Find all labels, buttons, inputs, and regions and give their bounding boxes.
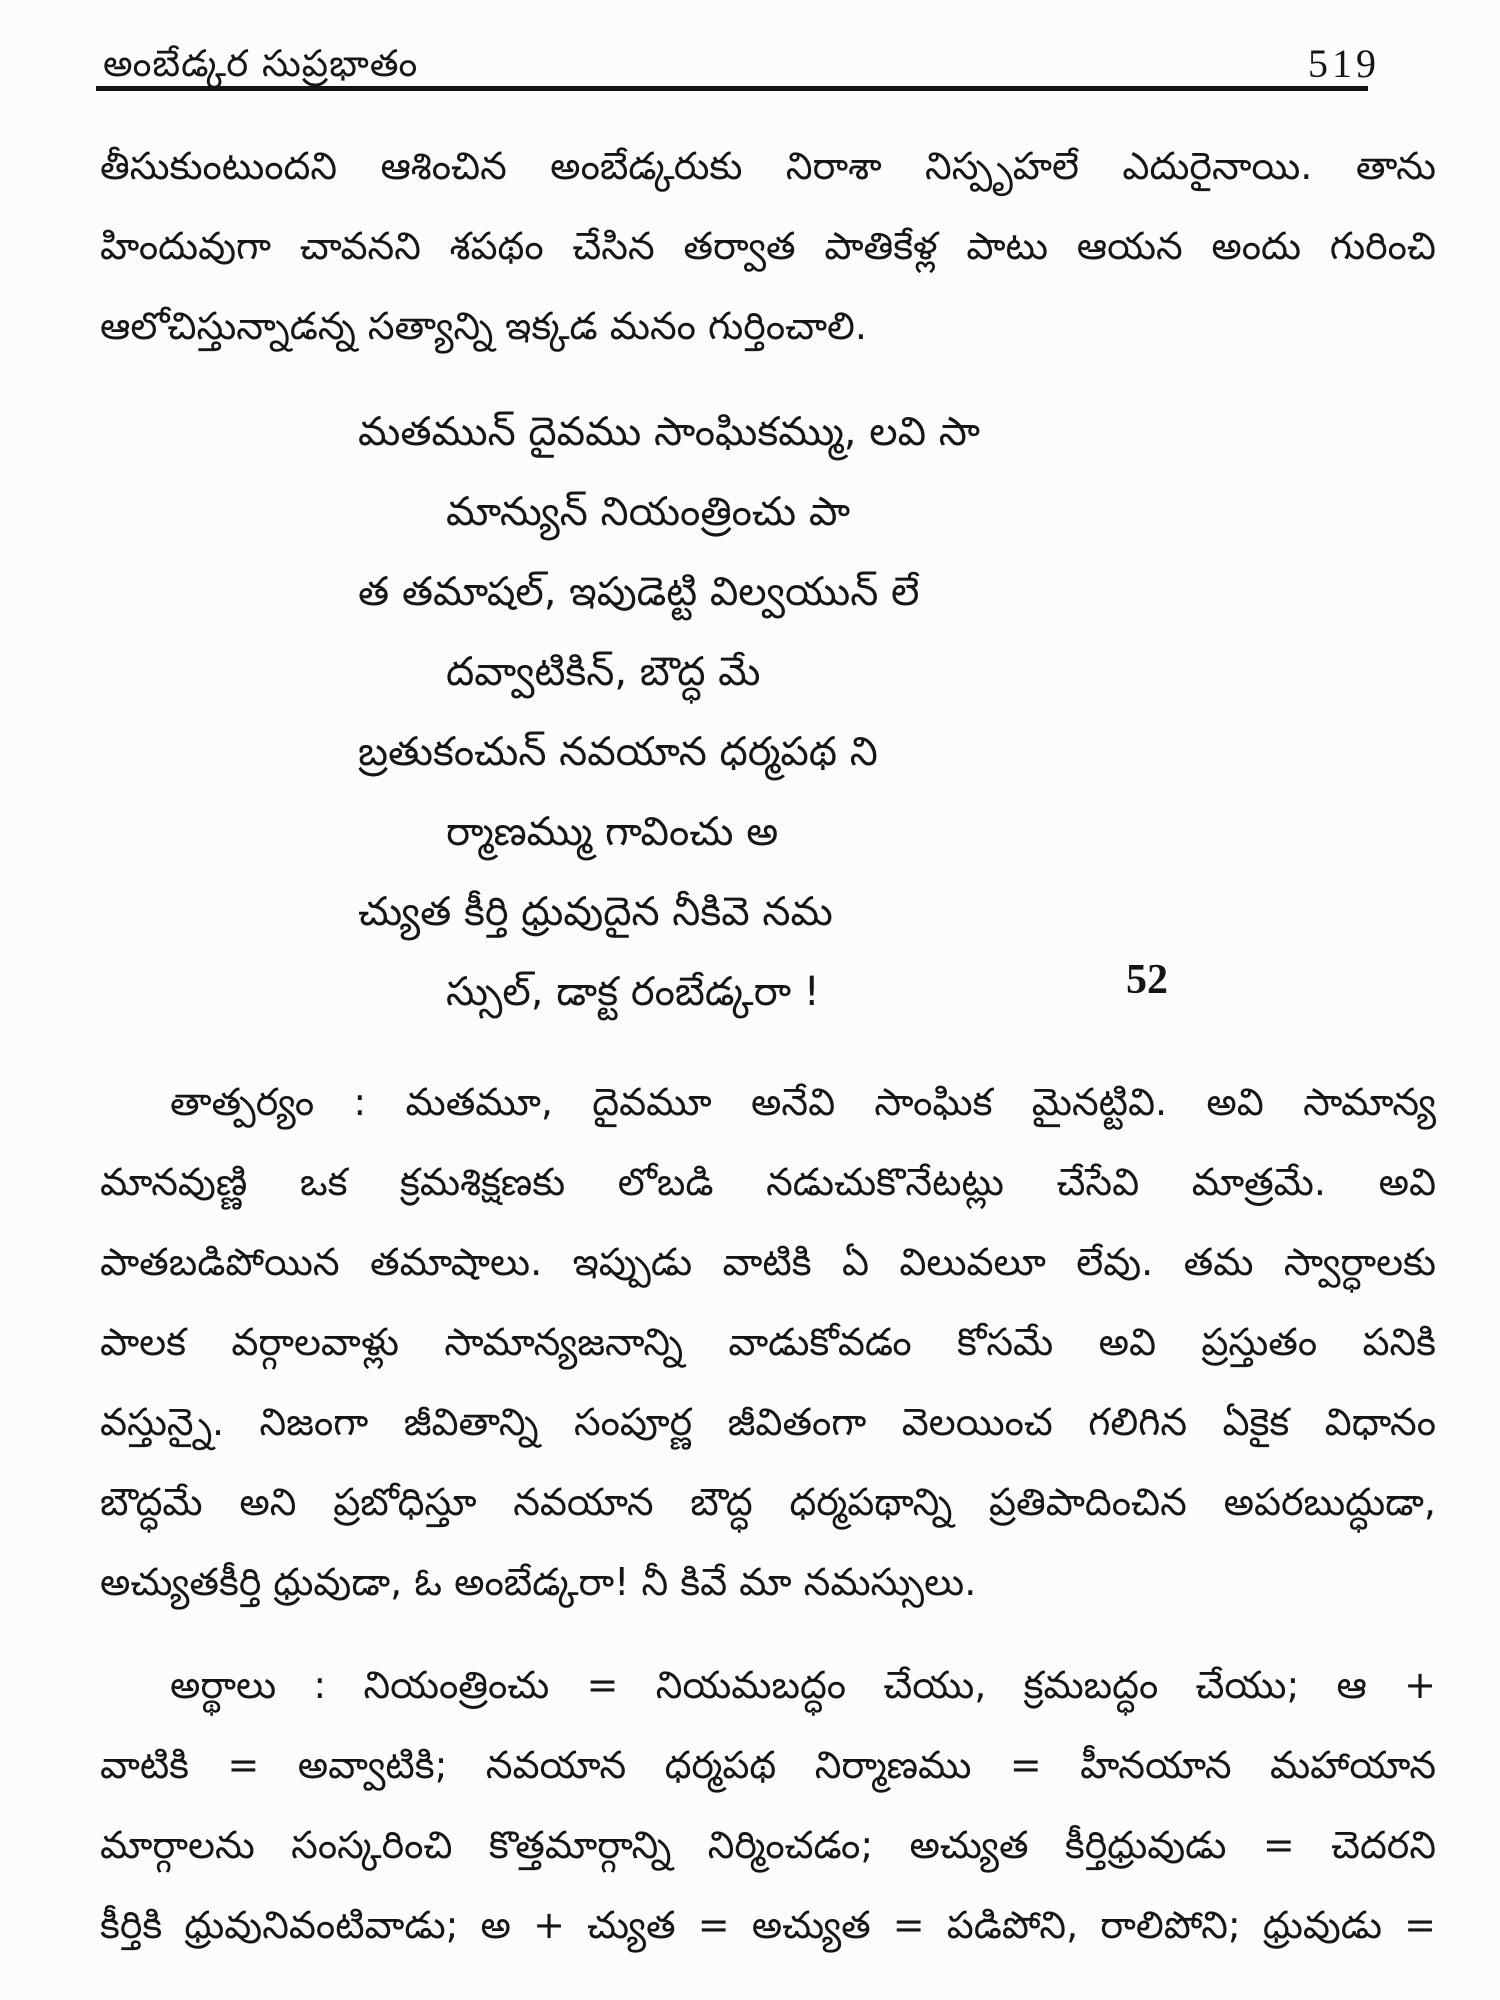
verse-line: చ్యుత కీర్తి ధ్రువుదైన నీకివె నమ	[358, 889, 833, 935]
header-rule	[96, 86, 1368, 91]
text-line: మార్గాలను సంస్కరించి కొత్తమార్గాన్ని నిర్మించడం; అచ్యుత కీర్తిధ్రువుడు = చెదరని	[100, 1823, 1436, 1867]
page-number: 519	[1308, 41, 1380, 86]
verse-line: బ్రతుకంచున్ నవయాన ధర్మపథ ని	[358, 729, 878, 775]
text-line: ఆలోచిస్తున్నాడన్న సత్యాన్ని ఇక్కడ మనం గుర్తించాలి.	[100, 304, 867, 348]
text-line: పాలక వర్గాలవాళ్లు సామాన్యజనాన్ని వాడుకోవడం కోసమే అవి ప్రస్తుతం పనికి	[100, 1320, 1436, 1364]
verse-line: దవ్వాటికిన్, బౌద్ధ మే	[446, 649, 761, 695]
text-line: అర్థాలు : నియంత్రించు = నియమబద్ధం చేయు, క్రమబద్ధం చేయు; ఆ +	[170, 1663, 1436, 1707]
meaning-paragraph	[100, 1062, 1436, 1622]
verse-line: స్సుల్, డాక్ట రంబేడ్కరా !	[446, 969, 820, 1015]
text-line: వస్తున్నై. నిజంగా జీవితాన్ని సంపూర్ణ జీవితంగా వెలయించ గలిగిన ఏకైక విధానం	[100, 1400, 1436, 1444]
text-line: అచ్యుతకీర్తి ధ్రువుడా, ఓ అంబేడ్కరా! నీ కివే మా నమస్సులు.	[100, 1560, 977, 1604]
text-line: మానవుణ్ణి ఒక క్రమశిక్షణకు లోబడి నడుచుకొనేటట్లు చేసేవి మాత్రమే. అవి	[100, 1160, 1436, 1204]
book-title-header: అంబేడ్కర సుప్రభాతం	[103, 42, 419, 85]
verse-line: ర్మాణమ్ము గావించు అ	[446, 809, 779, 855]
glossary-paragraph	[100, 1645, 1436, 1965]
text-line: కీర్తికి ధ్రువునివంటివాడు; అ + చ్యుత = అచ్యుత = పడిపోని, రాలిపోని; ధ్రువుడు =	[100, 1903, 1436, 1947]
text-line: బౌద్ధమే అని ప్రబోధిస్తూ నవయాన బౌద్ధ ధర్మపథాన్ని ప్రతిపాదించిన అపరబుద్ధుడా,	[100, 1480, 1436, 1524]
text-line: తాత్పర్యం : మతమూ, దైవమూ అనేవి సాంఘిక మైనట్టివి. అవి సామాన్య	[170, 1080, 1436, 1124]
text-line: పాతబడిపోయిన తమాషాలు. ఇప్పుడు వాటికి ఏ విలువలూ లేవు. తమ స్వార్ధాలకు	[100, 1240, 1436, 1284]
text-line: తీసుకుంటుందని ఆశించిన అంబేడ్కరుకు నిరాశా నిస్పృహలే ఎదురైనాయి. తాను	[100, 144, 1436, 188]
intro-paragraph	[100, 126, 1436, 366]
verse-number: 52	[1126, 957, 1168, 1003]
verse-line: మతమున్ దైవము సాంఘికమ్ము, లవి సా	[358, 409, 980, 455]
verse-line: మాన్యున్ నియంత్రించు పా	[446, 489, 851, 535]
text-line: వాటికి = అవ్వాటికి; నవయాన ధర్మపథ నిర్మాణము = హీనయాన మహాయాన	[100, 1743, 1436, 1787]
text-line: హిందువుగా చావనని శపథం చేసిన తర్వాత పాతికేళ్ల పాటు ఆయన అందు గురించి	[100, 224, 1436, 268]
verse-block	[0, 392, 1500, 1032]
verse-line: త తమాషల్, ఇపుడెట్టి విల్వయున్ లే	[358, 569, 920, 615]
